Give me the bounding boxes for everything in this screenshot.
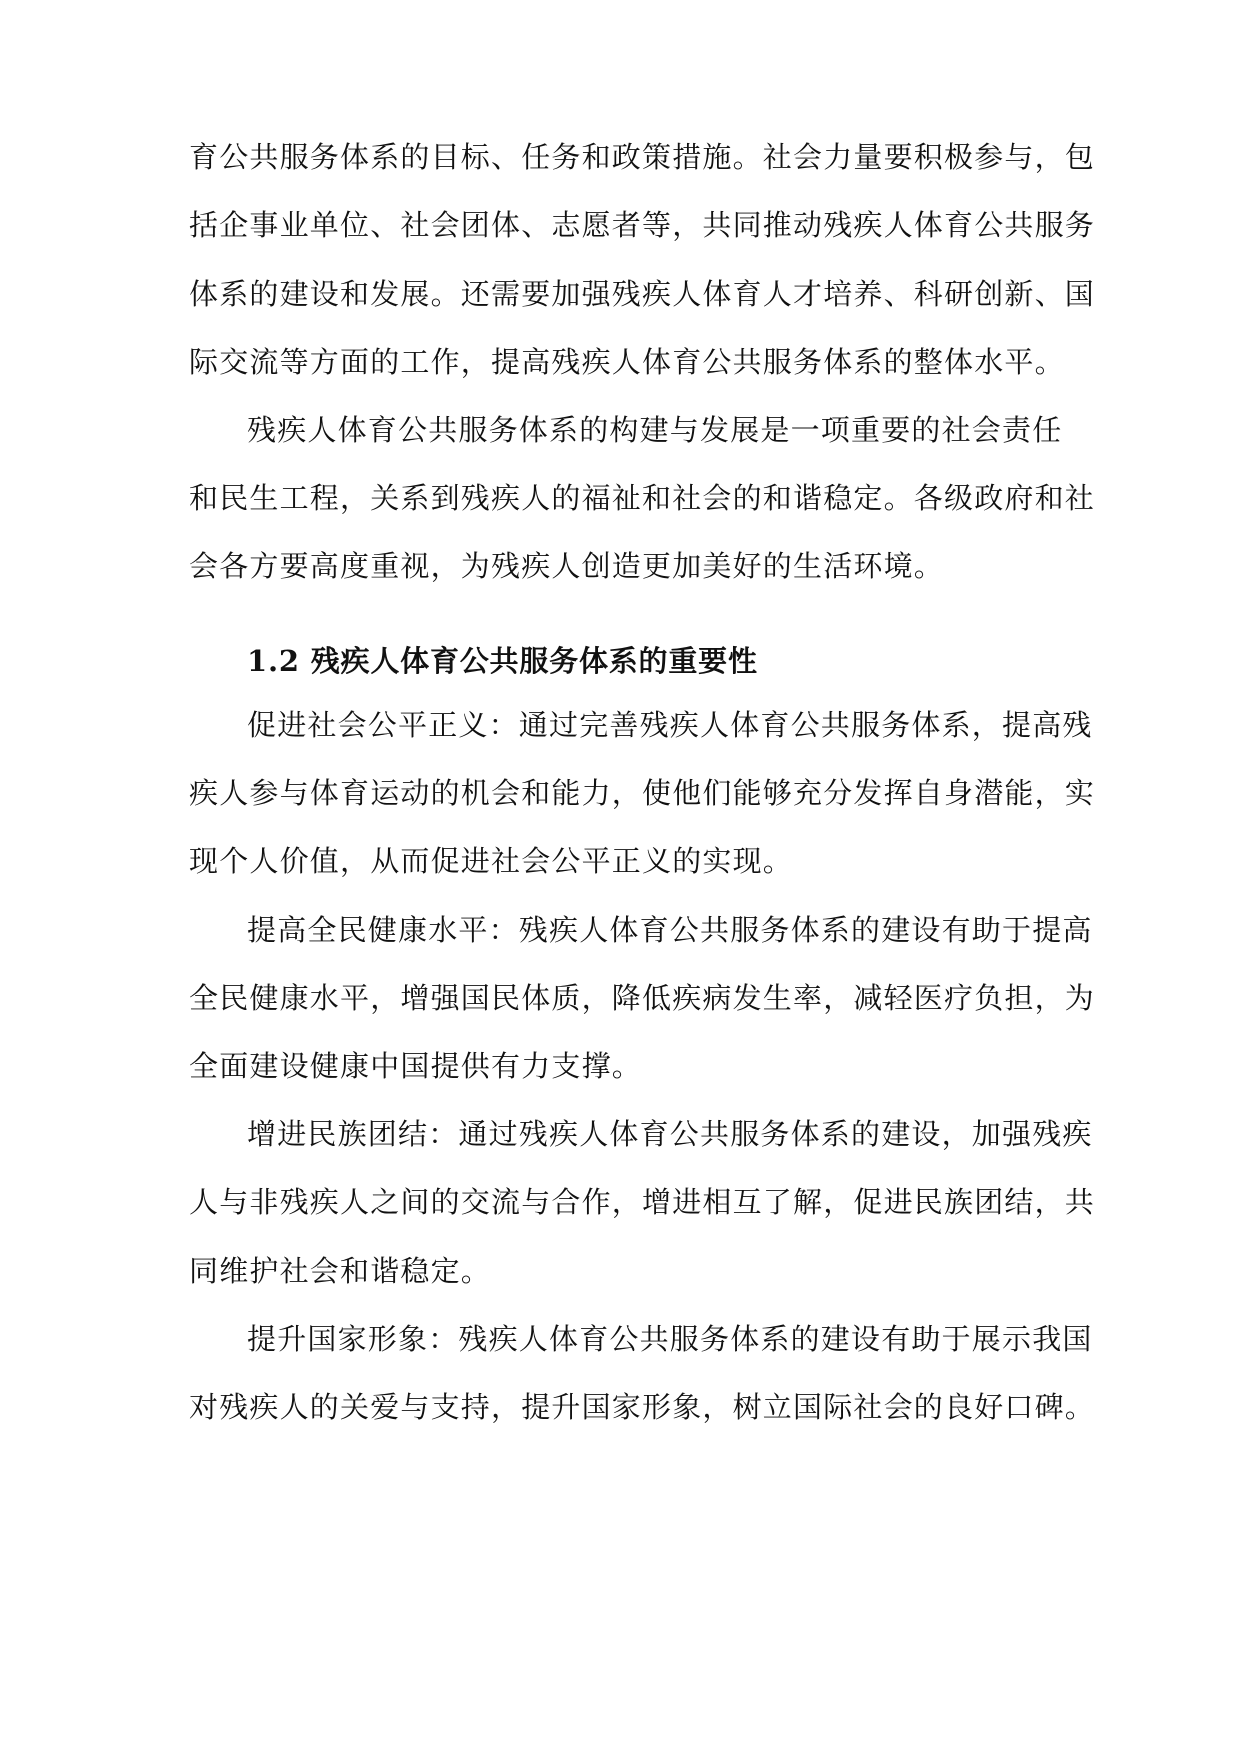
text-line: 际交流等方面的工作，提高残疾人体育公共服务体系的整体水平。 bbox=[189, 345, 1065, 379]
text-line: 现个人价值，从而促进社会公平正义的实现。 bbox=[189, 844, 794, 878]
section-heading: 1.2 残疾人体育公共服务体系的重要性 bbox=[247, 644, 758, 678]
text-line: 会各方要高度重视，为残疾人创造更加美好的生活环境。 bbox=[189, 549, 945, 583]
text-line: 提升国家形象：残疾人体育公共服务体系的建设有助于展示我国 bbox=[247, 1322, 1093, 1356]
text-line: 育公共服务体系的目标、任务和政策措施。社会力量要积极参与，包 bbox=[189, 140, 1096, 174]
text-line: 促进社会公平正义：通过完善残疾人体育公共服务体系，提高残 bbox=[247, 708, 1093, 742]
text-line: 括企事业单位、社会团体、志愿者等，共同推动残疾人体育公共服务 bbox=[189, 208, 1096, 242]
text-line: 体系的建设和发展。还需要加强残疾人体育人才培养、科研创新、国 bbox=[189, 277, 1096, 311]
text-line: 全民健康水平，增强国民体质，降低疾病发生率，减轻医疗负担，为 bbox=[189, 981, 1096, 1015]
text-line: 全面建设健康中国提供有力支撑。 bbox=[189, 1049, 643, 1083]
text-line: 对残疾人的关爱与支持，提升国家形象，树立国际社会的良好口碑。 bbox=[189, 1390, 1096, 1424]
text-line: 增进民族团结：通过残疾人体育公共服务体系的建设，加强残疾 bbox=[247, 1117, 1093, 1151]
text-line: 人与非残疾人之间的交流与合作，增进相互了解，促进民族团结，共 bbox=[189, 1185, 1096, 1219]
text-line: 残疾人体育公共服务体系的构建与发展是一项重要的社会责任 bbox=[247, 413, 1063, 447]
text-line: 和民生工程，关系到残疾人的福祉和社会的和谐稳定。各级政府和社 bbox=[189, 481, 1096, 515]
text-line: 提高全民健康水平：残疾人体育公共服务体系的建设有助于提高 bbox=[247, 913, 1093, 947]
text-line: 同维护社会和谐稳定。 bbox=[189, 1254, 492, 1288]
text-line: 疾人参与体育运动的机会和能力，使他们能够充分发挥自身潜能，实 bbox=[189, 776, 1096, 810]
